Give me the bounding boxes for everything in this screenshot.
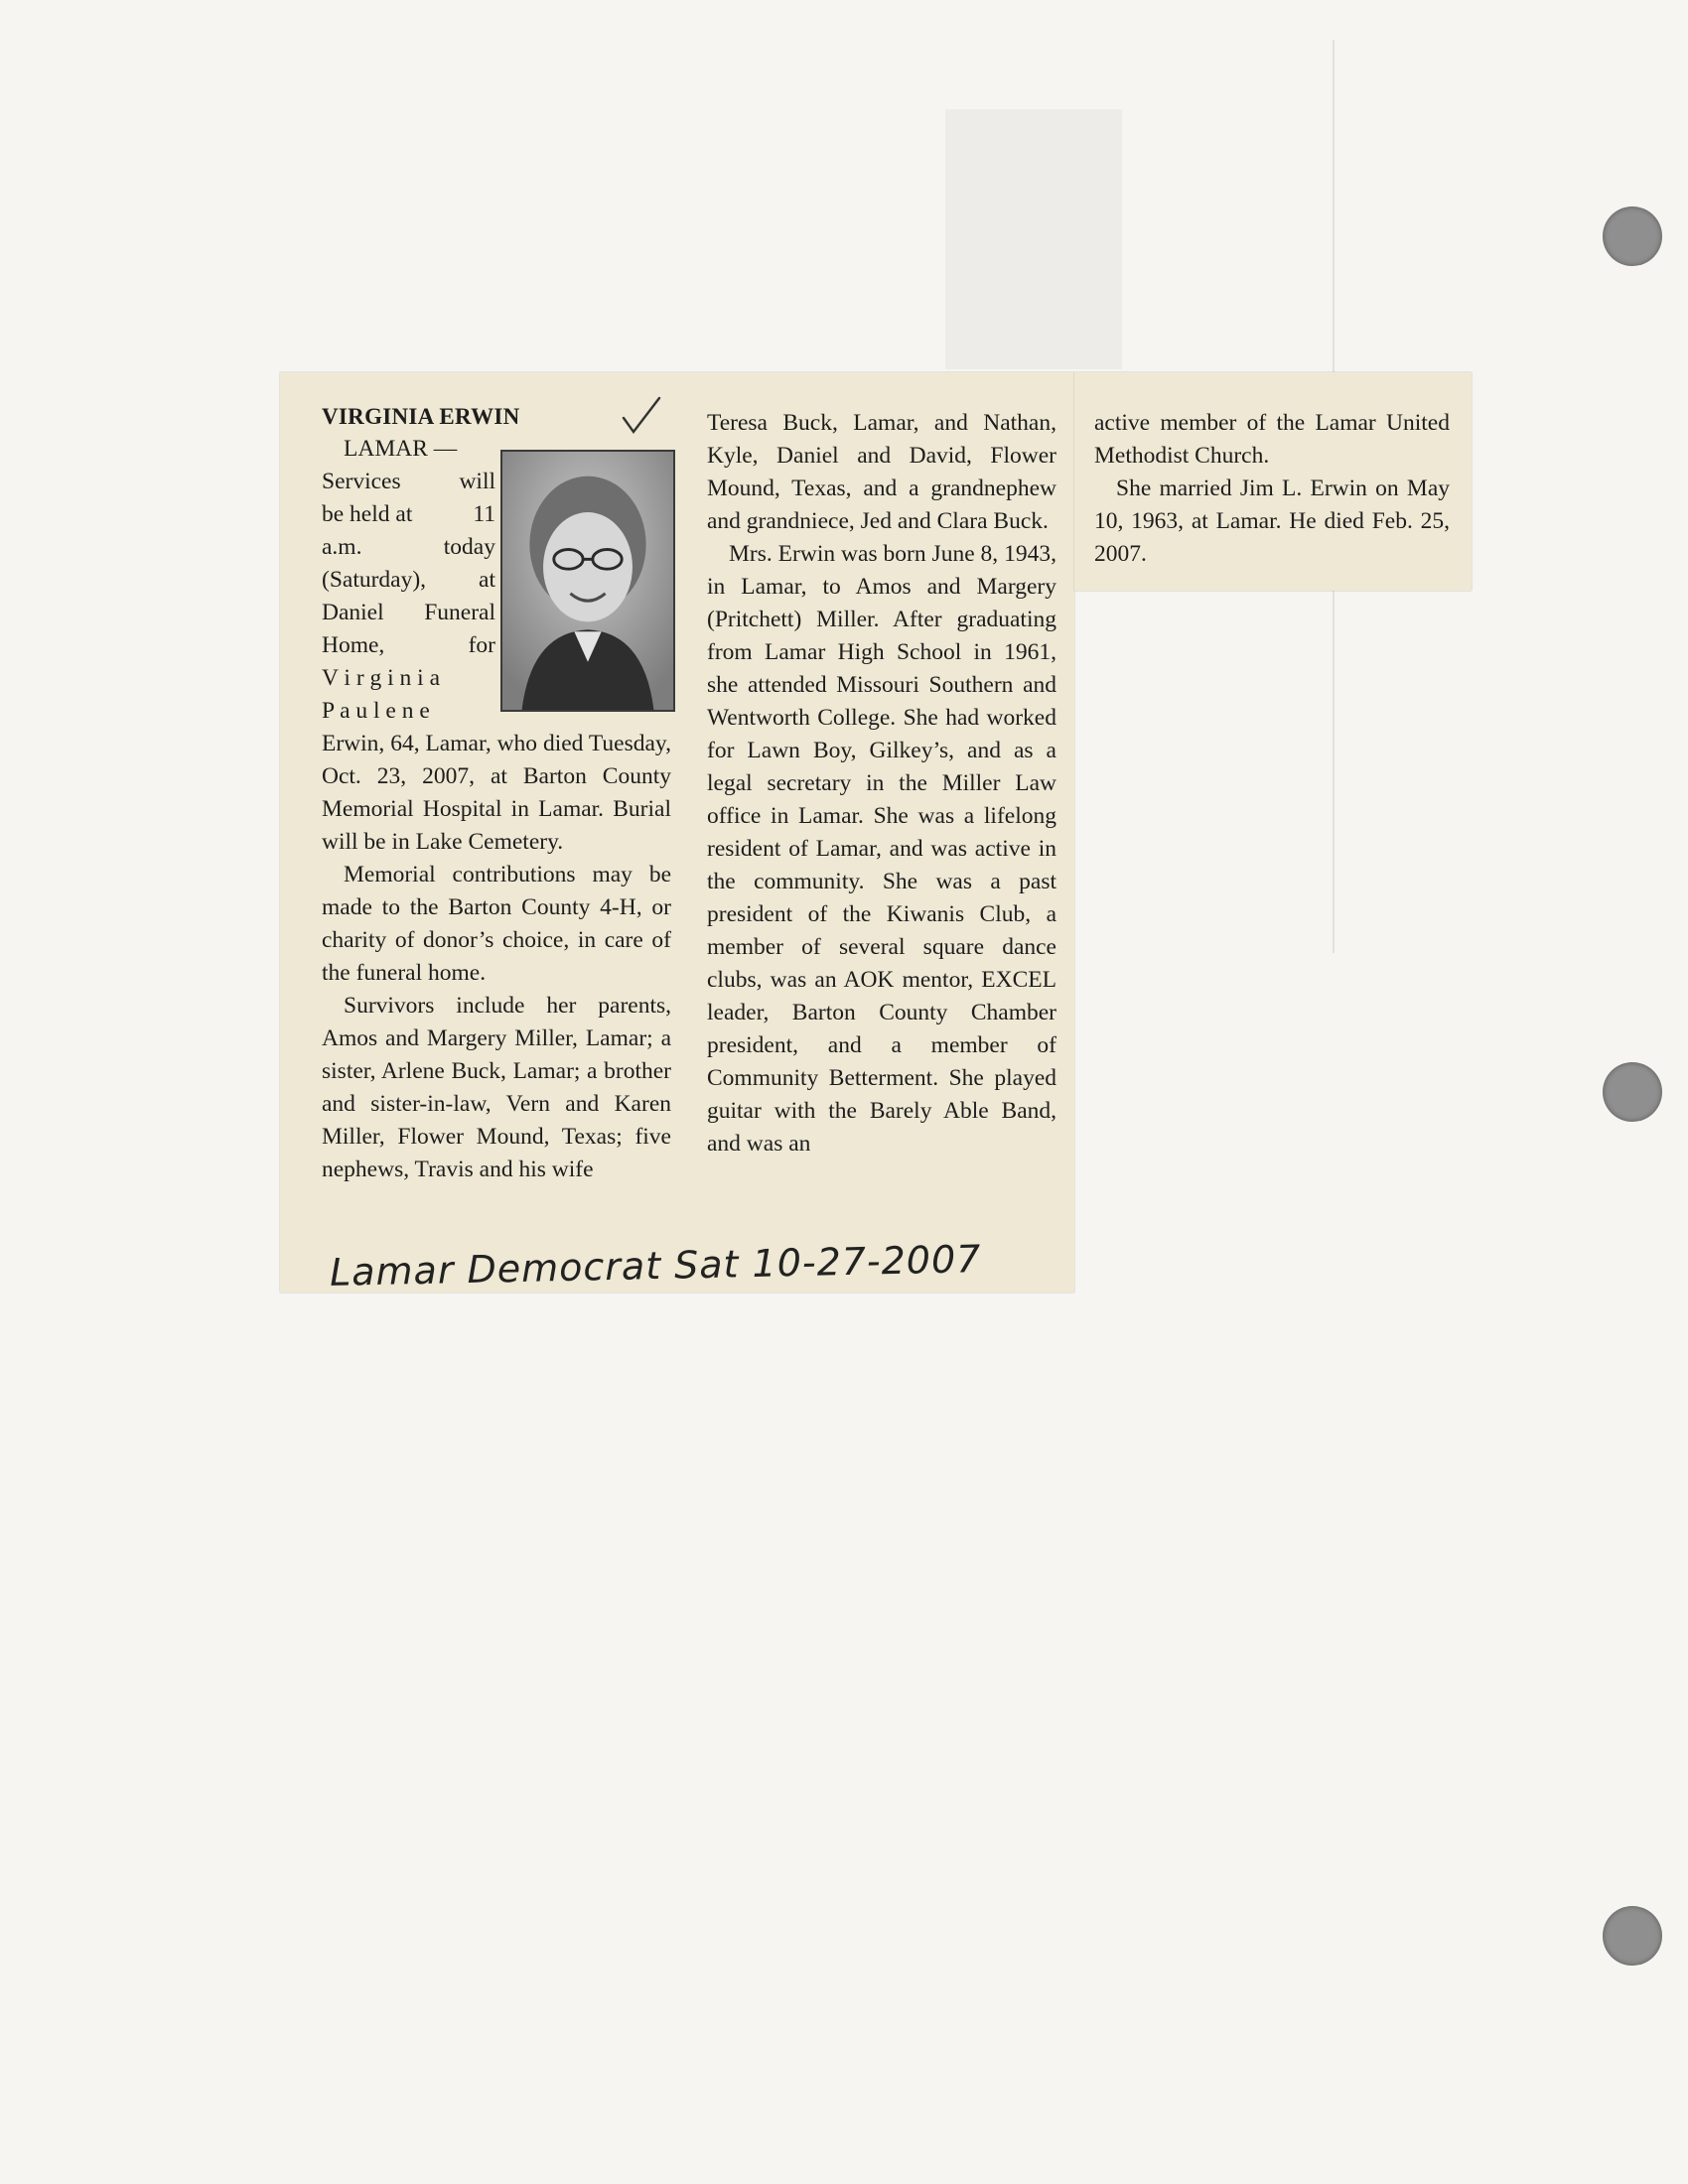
obituary-paragraph-5: Mrs. Erwin was born June 8, 1943, in Lamar, to Amos and Margery (Pritchett) Miller. After graduating from Lamar High School in 1961, she attended Missouri Southern and Wentworth College. She had worked for Lawn Boy, Gilkey’s, and as a legal secretary in the Miller Law office in Lamar. She was a lifelong resident of Lamar, and was active in the community. She was a past president of the Kiwanis Club, a member of several square dance clubs, was an AOK mentor, EXCEL leader, Barton County Chamber president, and a member of Community Betterment. She played guitar with the Barely Able Band, and was an: [707, 541, 1056, 1157]
obituary-column-2: [707, 407, 1056, 1160]
check-mark-icon: [620, 394, 663, 438]
obituary-wrap-line: Home, for: [322, 632, 495, 658]
obituary-wrap-line: Services will: [322, 469, 495, 494]
obituary-wrap-line: (Saturday), at: [322, 567, 495, 593]
newspaper-clipping: [280, 372, 1074, 1293]
obituary-wrap-line: be held at 11: [322, 501, 495, 527]
newspaper-clipping-tab: [1074, 372, 1472, 591]
binder-hole-bottom: [1603, 1906, 1662, 1966]
portrait-photo: [500, 450, 675, 712]
obituary-wrap-line: V i r g i n i a: [322, 665, 441, 691]
binder-hole-top: [1603, 206, 1662, 266]
obituary-column-3: [1094, 407, 1450, 571]
obituary-paragraph-6: active member of the Lamar United Methodist Church.: [1094, 410, 1450, 469]
ghost-photo: [945, 109, 1122, 369]
obituary-paragraph-7: She married Jim L. Erwin on May 10, 1963, at Lamar. He died Feb. 25, 2007.: [1094, 476, 1450, 567]
obituary-paragraph-1: Erwin, 64, Lamar, who died Tuesday, Oct. 23, 2007, at Barton County Memorial Hospital in Lamar. Burial will be in Lake Cemetery.: [322, 731, 671, 855]
obituary-wrap-line: LAMAR —: [344, 436, 458, 462]
obituary-paragraph-4: Teresa Buck, Lamar, and Nathan, Kyle, Daniel and David, Flower Mound, Texas, and a grandnephew and grandniece, Jed and Clara Buck.: [707, 410, 1056, 534]
obituary-wrap-line: a.m. today: [322, 534, 495, 560]
obituary-wrap-line: Daniel Funeral: [322, 600, 495, 625]
obituary-paragraph-3: Survivors include her parents, Amos and Margery Miller, Lamar; a sister, Arlene Buck, Lamar; a brother and sister-in-law, Vern and Karen Miller, Flower Mound, Texas; five nephews, Travis and his wife: [322, 993, 671, 1182]
handwritten-source-note: Lamar Democrat Sat 10-27-2007: [329, 1237, 982, 1295]
obituary-name-heading: VIRGINIA ERWIN: [322, 404, 520, 429]
binder-hole-middle: [1603, 1062, 1662, 1122]
obituary-paragraph-2: Memorial contributions may be made to the Barton County 4-H, or charity of donor’s choice, in care of the funeral home.: [322, 862, 671, 986]
obituary-wrap-line: P a u l e n e: [322, 698, 430, 724]
